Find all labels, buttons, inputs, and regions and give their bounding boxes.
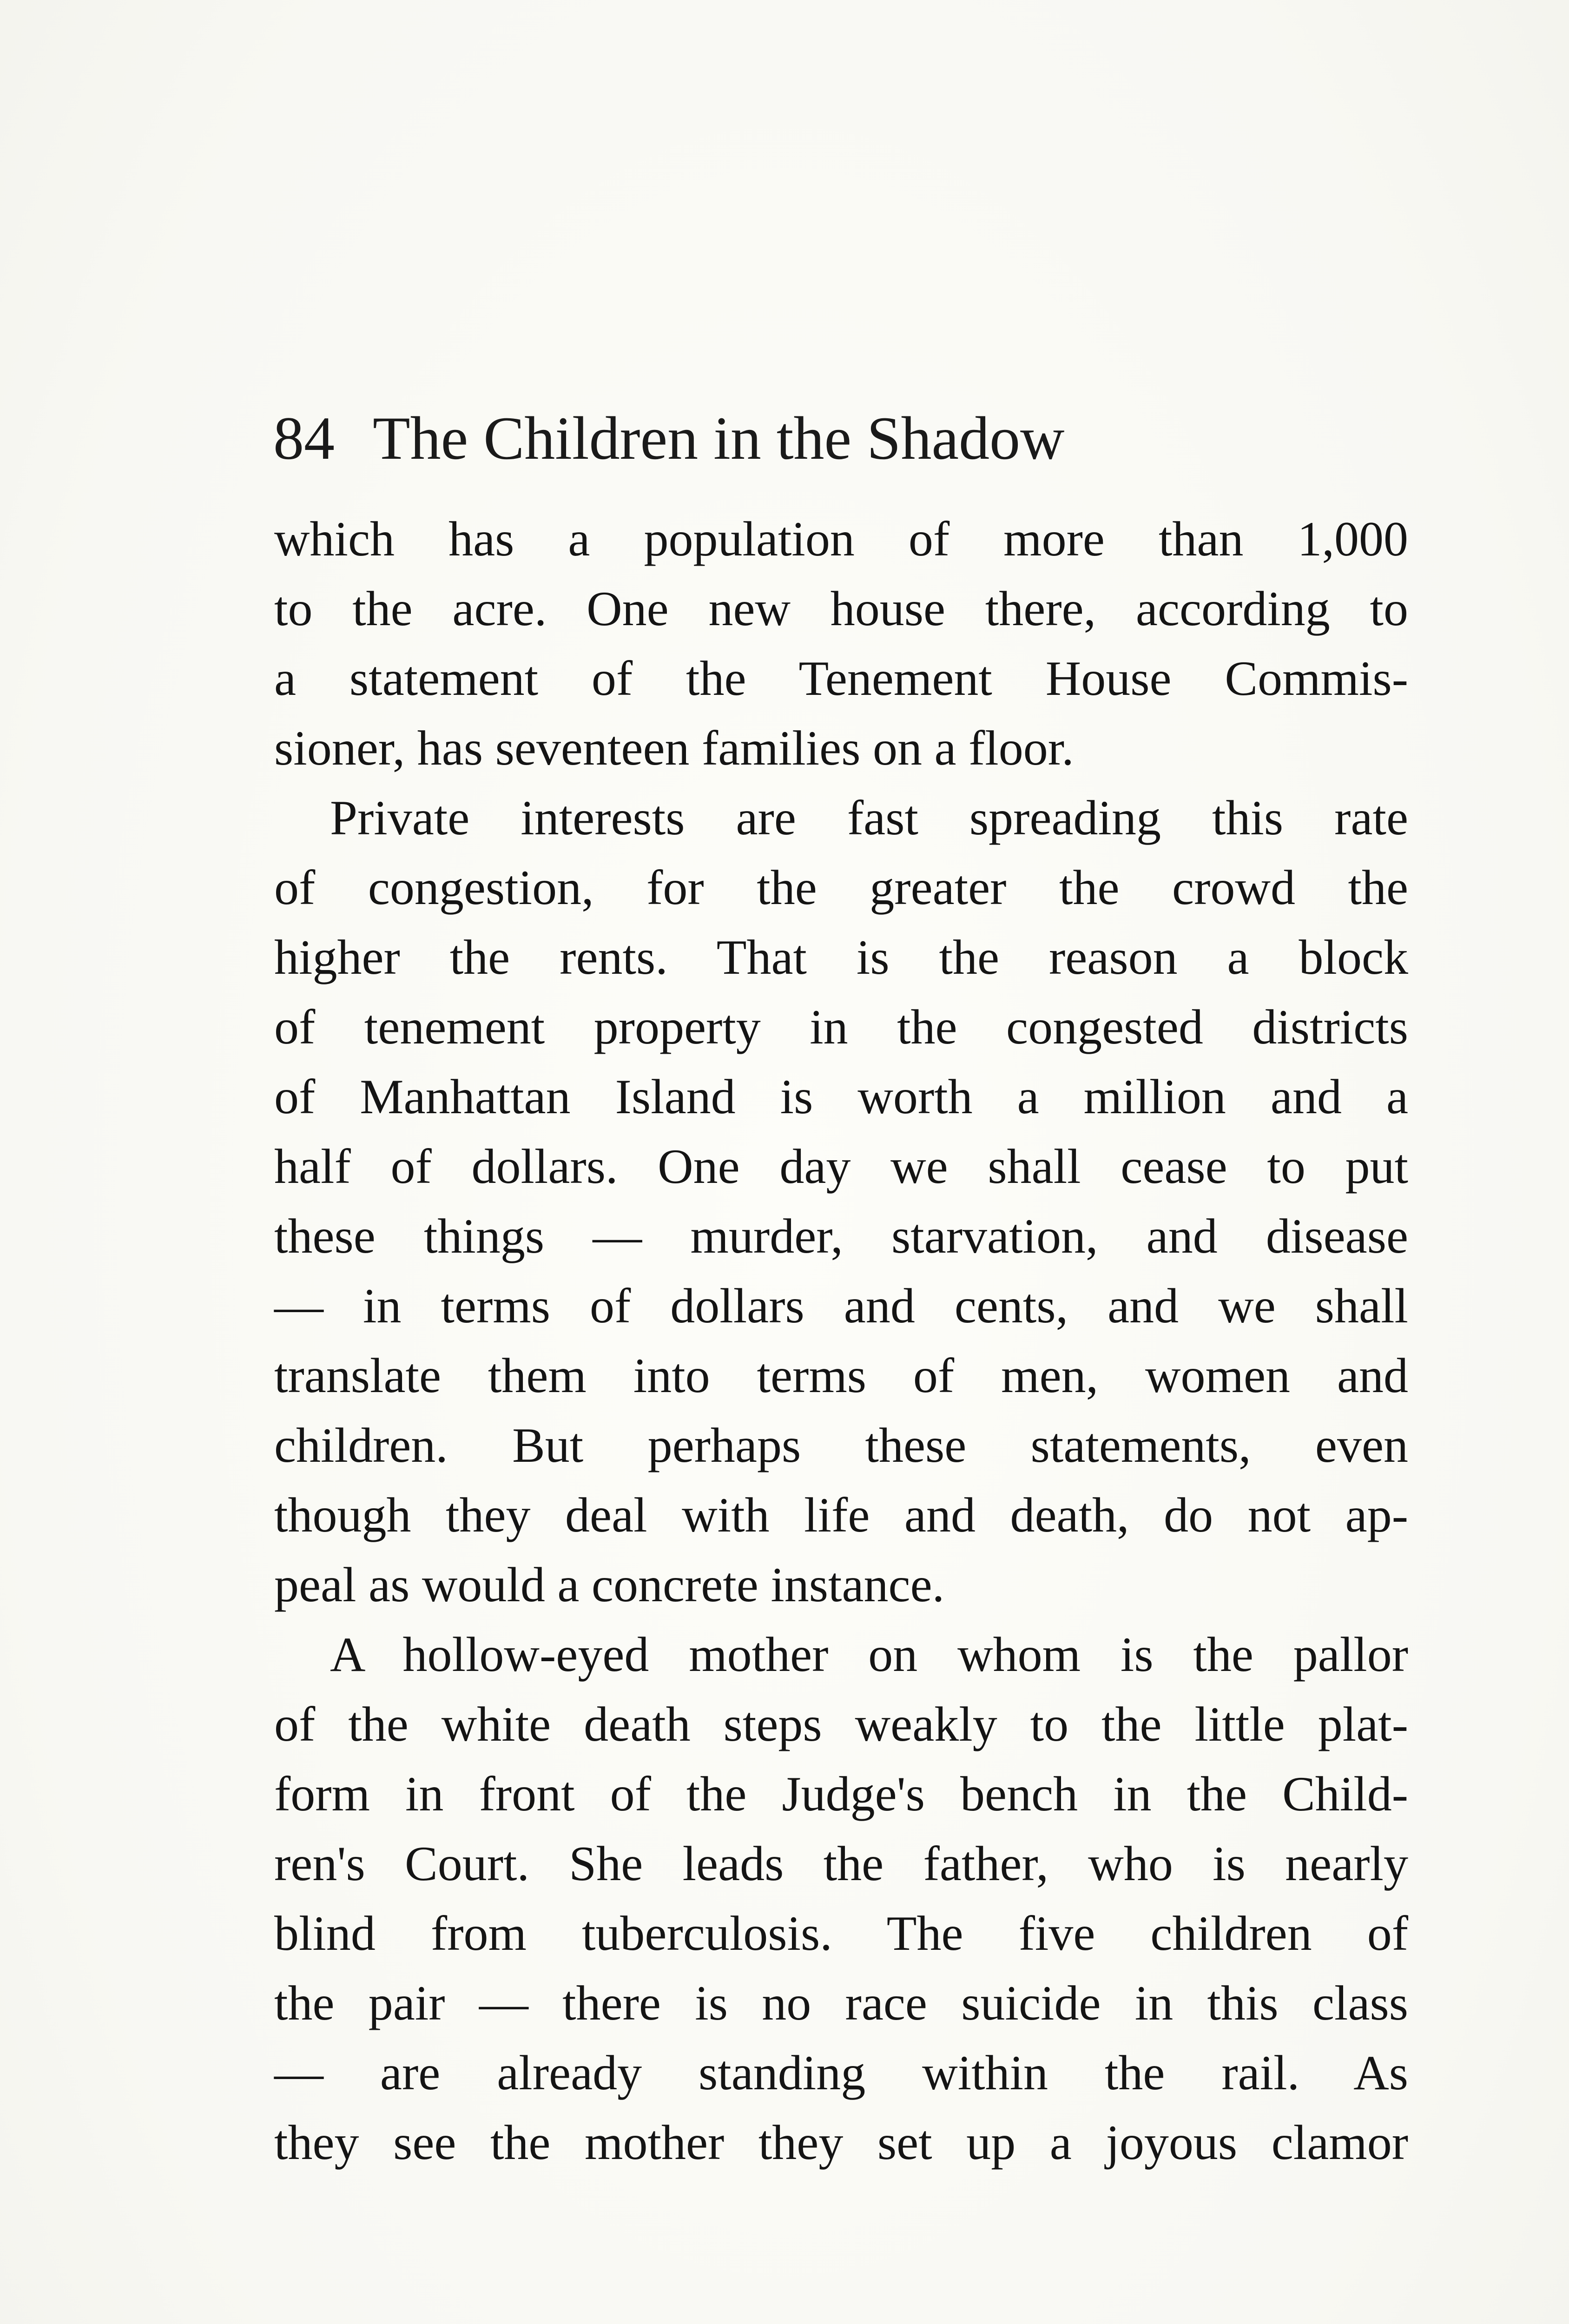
- paragraph-1: [274, 504, 1408, 783]
- running-title: The Children in the Shadow: [373, 404, 1065, 472]
- text-line: ren's Court. She leads the father, who is nearly: [274, 1836, 1408, 1891]
- text-line: — are already standing within the rail. As: [274, 2046, 1408, 2100]
- text-line: of tenement property in the congested districts: [274, 1000, 1408, 1054]
- text-line: half of dollars. One day we shall cease to put: [274, 1139, 1408, 1194]
- text-line: A hollow-eyed mother on whom is the pallor: [330, 1627, 1408, 1682]
- text-line: — in terms of dollars and cents, and we shall: [274, 1279, 1408, 1333]
- text-line: sioner, has seventeen families on a floor.: [274, 721, 1074, 775]
- page-header: [273, 399, 1417, 478]
- text-line: a statement of the Tenement House Commis-: [274, 651, 1408, 706]
- paragraph-2: [274, 783, 1408, 1620]
- text-line: blind from tuberculosis. The five children of: [274, 1906, 1408, 1961]
- text-line: children. But perhaps these statements, even: [274, 1418, 1408, 1472]
- text-line: translate them into terms of men, women and: [274, 1348, 1408, 1403]
- text-line: form in front of the Judge's bench in the Child-: [274, 1767, 1408, 1821]
- body-text: [274, 504, 1408, 2178]
- text-line: they see the mother they set up a joyous clamor: [274, 2115, 1408, 2170]
- text-line: though they deal with life and death, do not ap-: [274, 1488, 1408, 1542]
- text-line: peal as would a concrete instance.: [274, 1558, 945, 1612]
- page-number: 84: [273, 404, 335, 472]
- paragraph-3: [274, 1620, 1408, 2178]
- text-line: of Manhattan Island is worth a million and a: [274, 1070, 1408, 1124]
- text-line: Private interests are fast spreading this rate: [330, 791, 1408, 845]
- text-line: higher the rents. That is the reason a block: [274, 930, 1408, 984]
- text-line: which has a population of more than 1,000: [274, 512, 1408, 566]
- text-line: of the white death steps weakly to the little plat-: [274, 1697, 1408, 1751]
- text-line: the pair — there is no race suicide in this class: [274, 1976, 1408, 2030]
- text-line: these things — murder, starvation, and disease: [274, 1209, 1408, 1263]
- text-line: to the acre. One new house there, according to: [274, 581, 1408, 636]
- text-line: of congestion, for the greater the crowd the: [274, 860, 1408, 915]
